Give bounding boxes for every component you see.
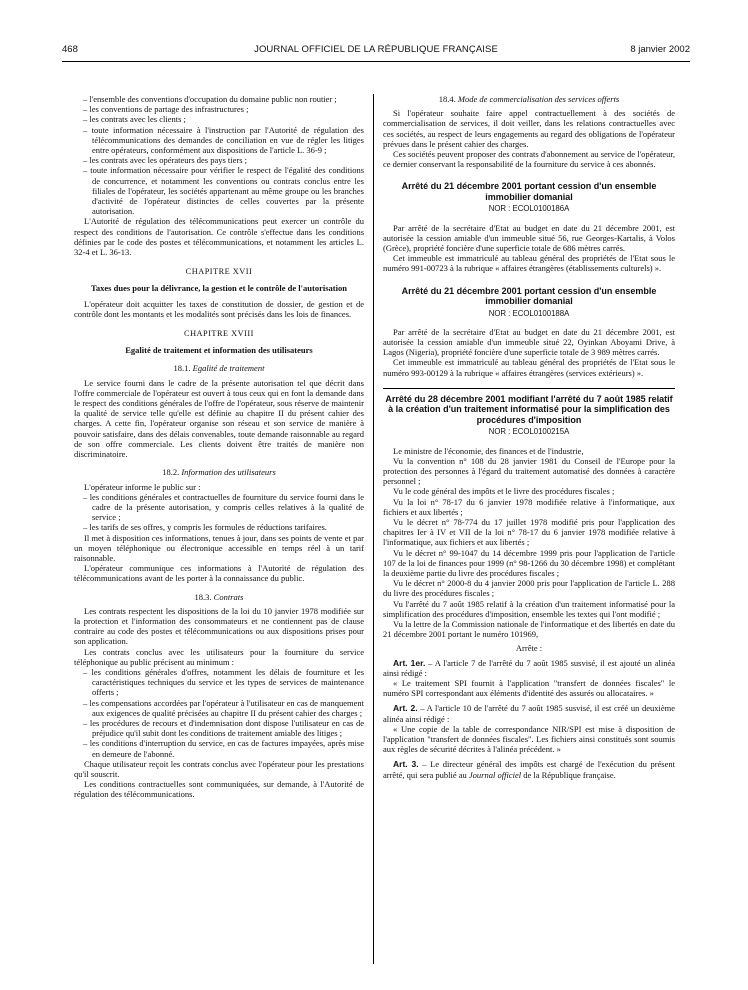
paragraph: L'opérateur communique ces informations à l'Autorité de régulation des télécommunications avant de les porter à la connaissance du public. xyxy=(74,563,364,584)
list-item: – les conditions d'interruption du service, en cas de factures impayées, après mise en demeure de l'abonné. xyxy=(83,738,364,759)
paragraph: L'opérateur doit acquitter les taxes de constitution de dossier, de gestion et de contrôle dont les montants et les modalités sont précisés dans les lois de finances. xyxy=(74,298,364,319)
paragraph: Il met à disposition ces informations, tenues à jour, dans ses points de vente et par un moyen téléphonique ou électronique accessible en temps réel à un tarif raisonnable. xyxy=(74,532,364,563)
paragraph: Les contrats conclus avec les utilisateurs pour la fourniture du service téléphonique au public précisent au minimum : xyxy=(74,646,364,667)
paragraph: Par arrêté de la secrétaire d'Etat au budget en date du 21 décembre 2001, est autorisée la cession amiable d'un immeuble situé 22, Oyinkan Aboyami Drive, à Lagos (Nigeria), propriété foncière d'une superficie totale de 3 989 mètres carrés. xyxy=(383,326,675,358)
paragraph: Les contrats respectent les dispositions de la loi du 10 janvier 1978 modifiée sur la protection et l'information des consommateurs et ne contiennent pas de clause contraire au code des postes et télécommunications ou aux dispositions prises pour son application. xyxy=(74,605,364,647)
section-18-3-heading xyxy=(74,592,364,602)
list-item: – les tarifs de ses offres, y compris les formules de réductions tarifaires. xyxy=(83,522,327,533)
list-top xyxy=(74,94,364,216)
chapter-18-title: Egalité de traitement et information des utilisateurs xyxy=(125,345,313,356)
paragraph: Par arrêté de la secrétaire d'Etat au budget en date du 21 décembre 2001, est autorisée la cession amiable d'un immeuble situé 56, rue Georges-Kartalis, à Volos (Grèce), propriété foncière d'une superficie totale de 686 mètres carrés. xyxy=(383,222,675,254)
arrete-word: Arrête : xyxy=(515,643,543,654)
section-number: 18.4. xyxy=(438,94,456,104)
article-quote: « Une copie de la table de correspondance NIR/SPI est mise à disposition de l'application "transfert de données fiscales". Les fichiers ainsi constitués sont soumis aux règles de sécurité décrites à l'alinéa précédent. » xyxy=(383,723,675,755)
right-column xyxy=(383,94,675,780)
section-18-4-heading xyxy=(383,94,675,104)
article-3: Art. 3. – Le directeur général des impôts est chargé de l'exécution du présent arrêté, qui sera publié au Journal officiel de la République française. xyxy=(383,759,675,780)
list-item: – les conditions générales et contractuelles de fourniture du service fourni dans le cadre de la présente autorisation, y compris celles relatives à la qualité de service ; xyxy=(83,491,364,523)
section-number: 18.3. xyxy=(194,591,212,602)
section-number: 18.1. xyxy=(173,363,191,374)
visa: Vu le décret n° 99-1047 du 14 décembre 1999 pris pour l'application de l'article 107 de la loi de finances pour 1999 (n° 98-1266 du 30 décembre 1998) et complétant la deuxième partie du livre des procédures fiscales ; xyxy=(383,547,675,578)
section-18-1-heading xyxy=(74,363,364,373)
paragraph: Les conditions contractuelles sont communiquées, sur demande, à l'Autorité de régulation des télécommunications. xyxy=(74,779,364,800)
paragraph: L'Autorité de régulation des télécommunications peut exercer un contrôle du respect des conditions de l'autorisation. Ce contrôle s'effectue dans les conditions définies par le code des postes et télécommunications, et notamment les articles L. 32-4 et L. 36-13. xyxy=(74,216,364,258)
header-rule xyxy=(62,61,690,62)
paragraph: Si l'opérateur souhaite faire appel contractuellement à des sociétés de commercialisation de services, il doit veiller, dans les relations contractuelles avec ces sociétés, au respect de leurs engagements au regard des obligations de l'opérateur prévues dans le présent cahier des charges. xyxy=(383,108,675,149)
visa: Vu le code général des impôts et le livre des procédures fiscales ; xyxy=(393,486,615,497)
visa: Vu le décret n° 78-774 du 17 juillet 1978 modifié pris pour l'application des chapitres Ier à IV et VII de la loi n° 78-17 du 6 janvier 1978 modifiée relative à l'informatique, aux fichiers et aux libertés ; xyxy=(383,516,675,548)
article-label: Art. 1er. xyxy=(393,657,426,668)
article-quote: « Le traitement SPI fournit à l'application "transfert de données fiscales" le numéro SPI correspondant aux éléments d'identité des assurés ou allocataires. » xyxy=(383,678,675,699)
chapter-17-title: Taxes dues pour la délivrance, la gestion et le contrôle de l'autorisation xyxy=(91,283,347,294)
visa: Vu la loi n° 78-17 du 6 janvier 1978 modifiée relative à l'informatique, aux fichiers et aux libertés ; xyxy=(383,496,675,517)
visa: Vu l'arrêté du 7 août 1985 relatif à la création d'un traitement informatisé pour la simplification des procédures d'imposition, ensemble les textes qui l'ont modifié ; xyxy=(383,598,675,619)
arrete-2-title: Arrêté du 21 décembre 2001 portant cession d'un ensemble immobilier domanial xyxy=(401,285,657,307)
arrete-2-nor: NOR : ECOL0100188A xyxy=(488,308,570,318)
page-header xyxy=(62,44,690,58)
journal-reference: Journal officiel xyxy=(468,769,522,780)
visa: Le ministre de l'économie, des finances et de l'industrie, xyxy=(393,445,584,456)
list-item: – l'ensemble des conventions d'occupation du domaine public non routier ; xyxy=(83,94,337,104)
section-title: Contrats xyxy=(213,591,244,602)
arrete-3-nor: NOR : ECOL0100215A xyxy=(488,427,570,437)
visa: Vu la lettre de la Commission nationale de l'informatique et des libertés en date du 21 décembre 2001 portant le numéro 101969, xyxy=(383,619,675,640)
section-title: Mode de commercialisation des services offerts xyxy=(457,94,620,104)
arrete-1-title: Arrêté du 21 décembre 2001 portant cession d'un ensemble immobilier domanial xyxy=(401,181,657,202)
section-title: Information des utilisateurs xyxy=(181,467,276,478)
paragraph: Chaque utilisateur reçoit les contrats conclus avec l'opérateur pour les prestations qu'il souscrit. xyxy=(74,758,364,779)
chapter-17-heading: CHAPITRE XVII xyxy=(185,267,253,277)
list-item: – toute information nécessaire à l'instruction par l'Autorité de régulation des télécommunications des demandes de conciliation en vue de régler les litiges entre opérateurs, conformément aux dispositions de l'article L. 36-9 ; xyxy=(83,124,364,156)
visa: Vu la convention n° 108 du 28 janvier 1981 du Conseil de l'Europe pour la protection des personnes à l'égard du traitement automatisé des données à caractère personnel ; xyxy=(383,455,675,487)
arrete-3-block xyxy=(383,388,675,780)
paragraph: Ces sociétés peuvent proposer des contrats d'abonnement au service de l'opérateur, ce dernier conservant la responsabilité de la fourniture du service à ces abonnés. xyxy=(383,149,675,170)
list-item: – les contrats avec les clients ; xyxy=(83,114,186,125)
left-column xyxy=(74,94,364,800)
list-item: – les conventions de partage des infrastructures ; xyxy=(83,104,249,115)
article-1: Art. 1er. – A l'article 7 de l'arrêté du 7 août 1985 susvisé, il est ajouté un alinéa ainsi rédigé : xyxy=(383,657,675,678)
section-18-2-heading xyxy=(74,467,364,477)
list-item: – les contrats avec les opérateurs des pays tiers ; xyxy=(83,155,248,166)
list-item: – les conditions générales d'offres, notamment les délais de fourniture et les caractéristiques techniques du service et les types de services de maintenance offerts ; xyxy=(83,666,364,698)
article-label: Art. 3. xyxy=(393,759,419,770)
column-divider xyxy=(373,94,374,964)
section-title: Egalité de traitement xyxy=(192,363,265,374)
paragraph: Cet immeuble est immatriculé au tableau général des propriétés de l'Etat sous le numéro 993-00129 à la rubrique « affaires étrangères (services extérieurs) ». xyxy=(383,357,675,378)
paragraph: Le service fourni dans le cadre de la présente autorisation tel que décrit dans l'offre commerciale de l'opérateur est ouvert à tous ceux qui en font la demande dans le respect des conditions générales de l'offre de l'opérateur, sous réserve de maintenir la qualité de service telle qu'elle est définie au chapitre II du présent cahier des charges. A cette fin, l'opérateur organise son réseau et son service de manière à pouvoir satisfaire, dans des délais convenables, toute demande raisonnable au regard de son offre commerciale. Les clients doivent être traités de manière non discriminatoire. xyxy=(74,377,364,460)
page-number: 468 xyxy=(62,44,78,55)
chapter-18-heading: CHAPITRE XVIII xyxy=(184,329,254,339)
paragraph: L'opérateur informe le public sur : xyxy=(84,481,201,492)
paragraph: Cet immeuble est immatriculé au tableau général des propriétés de l'Etat sous le numéro 991-00723 à la rubrique « affaires étrangères (établissements culturels) ». xyxy=(383,253,675,274)
list-item: – les procédures de recours et d'indemnisation dont dispose l'utilisateur en cas de préjudice qu'il subit dont les conditions de traitement amiable des litiges ; xyxy=(83,717,364,739)
visa: Vu le décret n° 2000-8 du 4 janvier 2000 pris pour l'application de l'article L. 288 du livre des procédures fiscales ; xyxy=(383,578,675,599)
article-2: Art. 2. – A l'article 10 de l'arrêté du 7 août 1985 susvisé, il est créé un deuxième alinéa ainsi rédigé : xyxy=(383,703,675,724)
article-label: Art. 2. xyxy=(393,703,418,714)
list-item: – les compensations accordées par l'opérateur à l'utilisateur en cas de manquement aux exigences de qualité précisées au chapitre II du présent cahier des charges ; xyxy=(83,697,364,718)
arrete-1-nor: NOR : ECOL0100186A xyxy=(488,204,570,214)
issue-date: 8 janvier 2002 xyxy=(630,44,690,55)
list-item: – toute information nécessaire pour vérifier le respect de l'égalité des conditions de concurrence, et notamment les conventions ou contrats conclus entre les filiales de l'opérateur, les sociétés appartenant au même groupe ou les branches d'activité de l'opérateur distinctes de celles couvertes par la présente autorisation. xyxy=(83,165,364,217)
journal-title: JOURNAL OFFICIEL DE LA RÉPUBLIQUE FRANÇAISE xyxy=(254,44,498,55)
arrete-3-title: Arrêté du 28 décembre 2001 modifiant l'arrêté du 7 août 1985 relatif à la création d'un traitement informatisé pour la simplification des procédures d'imposition xyxy=(385,393,673,425)
section-number: 18.2. xyxy=(162,467,180,478)
